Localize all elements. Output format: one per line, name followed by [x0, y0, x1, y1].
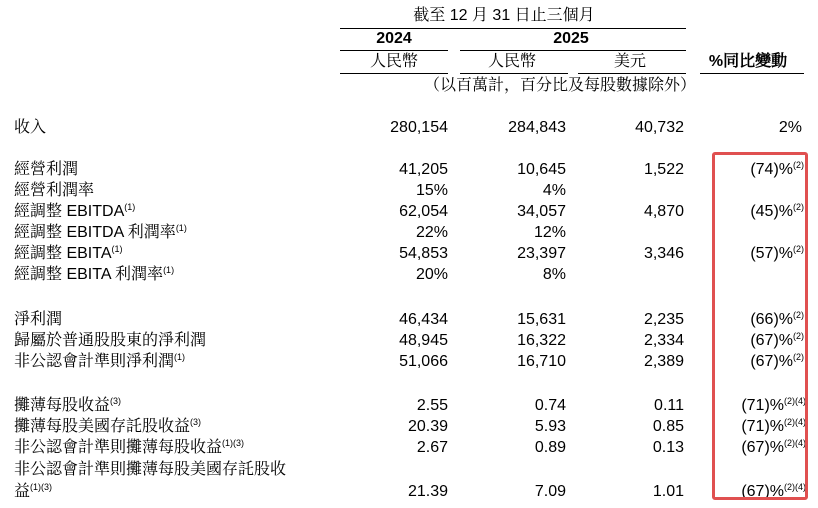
footnote-marker: (2)(4) [784, 438, 806, 448]
year-2025-header: 2025 [553, 30, 589, 47]
unit-rmb-2025: 人民幣 [487, 53, 536, 70]
value-2024: 51,066 [399, 353, 448, 370]
value-2025: 5.93 [534, 418, 566, 435]
footnote-marker: (1)(3) [222, 438, 245, 448]
value-usd: 3,346 [643, 245, 684, 262]
row-label: 經營利潤 [14, 161, 79, 178]
footnote-marker: (1) [174, 352, 186, 362]
value-2025: 23,397 [517, 245, 566, 262]
year-2024-divider [340, 50, 448, 51]
footnote-marker: (1) [124, 202, 136, 212]
value-2024: 54,853 [399, 245, 448, 262]
footnote-marker: (2) [793, 202, 804, 212]
row-label: 攤薄每股收益$^{(3)}$ [14, 396, 122, 414]
value-2025: 284,843 [508, 119, 566, 136]
value-2024: 15% [415, 182, 448, 199]
value-yoy: (67)%$^{(2)(4)}$ [741, 482, 806, 500]
value-2025: 4% [542, 182, 566, 199]
year-2024-header: 2024 [376, 30, 412, 47]
value-yoy: (67)%$^{(2)}$ [750, 331, 804, 349]
footnote-marker: (1) [111, 244, 123, 254]
year-2025-divider [460, 50, 686, 51]
footnote-marker: (2)(4) [784, 482, 806, 492]
value-2024: 20% [415, 266, 448, 283]
value-2025: 8% [542, 266, 566, 283]
footnote-marker: (1)(3) [30, 482, 53, 492]
value-2024: 21.39 [407, 483, 448, 500]
units-note: （以百萬計，百分比及每股數據除外） [423, 77, 696, 94]
footnote-marker: (3) [110, 396, 122, 406]
row-label: 淨利潤 [14, 311, 63, 328]
yoy-highlight-box [712, 152, 808, 500]
value-2024: 48,945 [399, 332, 448, 349]
value-2025: 34,057 [517, 203, 566, 220]
unit-divider-3 [578, 73, 686, 74]
footnote-marker: (2) [793, 244, 804, 254]
value-2025: 16,710 [517, 353, 566, 370]
value-usd: 1.01 [652, 483, 684, 500]
value-yoy: (71)%$^{(2)(4)}$ [741, 417, 806, 435]
value-2025: 0.74 [534, 397, 566, 414]
value-usd: 0.13 [652, 439, 684, 456]
unit-divider-2 [460, 73, 568, 74]
row-label: 經調整 EBITA 利潤率$^{(1)}$ [14, 265, 175, 283]
row-label: 經營利潤率 [14, 182, 95, 199]
footnote-marker: (1) [163, 265, 175, 275]
value-2024: 41,205 [399, 161, 448, 178]
unit-usd: 美元 [613, 53, 646, 70]
row-label: 收入 [14, 119, 47, 136]
footnote-marker: (2)(4) [784, 396, 806, 406]
value-2025: 7.09 [534, 483, 566, 500]
value-2024: 20.39 [407, 418, 448, 435]
value-yoy: (57)%$^{(2)}$ [750, 244, 804, 262]
value-usd: 0.85 [652, 418, 684, 435]
unit-divider-1 [340, 73, 448, 74]
value-usd: 1,522 [643, 161, 684, 178]
footnote-marker: (2) [793, 160, 804, 170]
footnote-marker: (2) [793, 310, 804, 320]
value-yoy: 2% [778, 119, 802, 136]
row-label: 攤薄每股美國存託股收益$^{(3)}$ [14, 417, 202, 435]
row-label: 非公認會計準則淨利潤$^{(1)}$ [14, 352, 186, 370]
footnote-marker: (2) [793, 352, 804, 362]
value-2024: 2.55 [416, 397, 448, 414]
value-2024: 62,054 [399, 203, 448, 220]
unit-divider-4 [700, 73, 804, 74]
value-yoy: (45)%$^{(2)}$ [750, 202, 804, 220]
row-label: 經調整 EBITDA$^{(1)}$ [14, 202, 136, 220]
row-label: 經調整 EBITA$^{(1)}$ [14, 244, 123, 262]
value-yoy: (67)%$^{(2)(4)}$ [741, 438, 806, 456]
value-usd: 40,732 [635, 119, 684, 136]
value-2025: 15,631 [517, 311, 566, 328]
value-2025: 10,645 [517, 161, 566, 178]
row-label: 益$^{(1)(3)}$ [14, 482, 53, 500]
footnote-marker: (2)(4) [784, 417, 806, 427]
row-label: 非公認會計準則攤薄每股收益$^{(1)(3)}$ [14, 438, 245, 456]
value-usd: 0.11 [654, 397, 684, 414]
value-yoy: (74)%$^{(2)}$ [750, 160, 804, 178]
value-yoy: (67)%$^{(2)}$ [750, 352, 804, 370]
value-2025: 12% [533, 224, 566, 241]
row-label: 非公認會計準則攤薄每股美國存託股收 [14, 461, 287, 478]
value-2024: 280,154 [390, 119, 448, 136]
value-yoy: (71)%$^{(2)(4)}$ [741, 396, 806, 414]
unit-yoy: %同比變動 [708, 53, 788, 70]
value-2025: 0.89 [534, 439, 566, 456]
value-yoy: (66)%$^{(2)}$ [750, 310, 804, 328]
row-label: 歸屬於普通股股東的淨利潤 [14, 332, 207, 349]
footnote-marker: (2) [793, 331, 804, 341]
value-2025: 16,322 [517, 332, 566, 349]
period-header: 截至 12 月 31 日止三個月 [413, 7, 595, 24]
value-usd: 2,389 [643, 353, 684, 370]
value-2024: 22% [415, 224, 448, 241]
footnote-marker: (3) [190, 417, 202, 427]
unit-rmb-2024: 人民幣 [369, 53, 418, 70]
value-2024: 46,434 [399, 311, 448, 328]
value-usd: 4,870 [643, 203, 684, 220]
row-label: 經調整 EBITDA 利潤率$^{(1)}$ [14, 223, 187, 241]
value-usd: 2,334 [643, 332, 684, 349]
value-2024: 2.67 [416, 439, 448, 456]
value-usd: 2,235 [643, 311, 684, 328]
footnote-marker: (1) [175, 223, 187, 233]
